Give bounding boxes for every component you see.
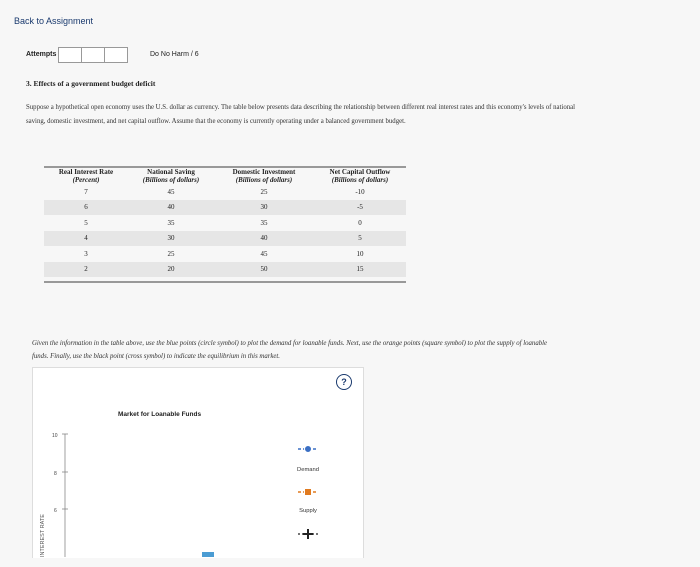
attempt-box (58, 47, 82, 63)
graph-title: Market for Loanable Funds (118, 411, 202, 418)
table-cell: 5 (314, 231, 406, 247)
y-tick-label: 8 (54, 471, 57, 477)
attempt-box (81, 47, 105, 63)
table-cell: 4 (44, 231, 128, 247)
table-cell: 25 (260, 187, 268, 196)
demand-tool-icon[interactable] (296, 442, 320, 456)
attempt-box (104, 47, 128, 63)
table-cell: 6 (44, 200, 128, 216)
table-cell: 5 (84, 218, 88, 227)
table-cell: 30 (128, 231, 214, 247)
attempts-label: Attempts (26, 51, 57, 58)
table-row (44, 231, 406, 247)
table-cell: 15 (314, 262, 406, 278)
y-axis-label: INTEREST RATE (40, 514, 46, 557)
attempt-boxes (58, 47, 127, 63)
table-row (44, 215, 406, 231)
question-intro: Suppose a hypothetical open economy uses the U.S. dollar as currency. The table below presents data describing the relationship between different real interest rates and this economy's levels of national saving, domestic investment, and net capital outflow. Assume that the economy is currently operating under a balanced government budget. (26, 104, 576, 125)
back-to-assignment-link[interactable]: Back to Assignment (14, 16, 94, 26)
y-tick-label: 10 (52, 433, 58, 439)
table-row (44, 200, 406, 216)
table-row (44, 246, 406, 262)
table-cell: 3 (84, 249, 88, 258)
table-cell: 35 (260, 218, 268, 227)
table-cell: 40 (128, 200, 214, 216)
table-cell: 35 (167, 218, 175, 227)
header-domestic-investment: Domestic Investment (Billions of dollars) (232, 168, 296, 184)
question-title: 3. Effects of a government budget deficit (26, 79, 156, 88)
table-cell: 30 (214, 200, 314, 216)
table-cell: 20 (128, 262, 214, 278)
table-bottom-rule (44, 281, 406, 283)
header-real-interest-rate: Real Interest Rate (Percent) (58, 168, 114, 184)
help-icon[interactable]: ? (336, 374, 352, 390)
table-cell: 45 (167, 187, 175, 196)
table-cell: -5 (314, 200, 406, 216)
data-table (44, 166, 406, 283)
equilibrium-tool-icon[interactable] (296, 526, 320, 542)
table-cell: 7 (84, 187, 88, 196)
header-net-capital-outflow: Net Capital Outflow (Billions of dollars) (329, 168, 391, 184)
table-cell: 0 (358, 218, 362, 227)
table-cell: 2 (44, 262, 128, 278)
graph-partial-marker (202, 552, 214, 557)
legend-demand-label: Demand (297, 467, 319, 473)
attempts-status: Do No Harm / 6 (150, 51, 199, 58)
table-row (44, 184, 406, 200)
supply-tool-icon[interactable] (296, 485, 320, 499)
legend-supply-label: Supply (299, 508, 317, 514)
table-row (44, 262, 406, 278)
table-cell: 40 (214, 231, 314, 247)
y-tick-label: 6 (54, 508, 57, 514)
table-cell: 45 (260, 249, 268, 258)
table-cell: -10 (355, 187, 365, 196)
header-national-saving: National Saving (Billions of dollars) (142, 168, 200, 184)
graph-directions: Given the information in the table above, use the blue points (circle symbol) to plot the demand for loanable funds. Next, use the orange points (square symbol) to plot the supply of loanable funds. Finally, use the black point (cross symbol) to indicate the equilibrium in this market. (32, 340, 548, 360)
table-cell: 10 (356, 249, 364, 258)
table-cell: 25 (167, 249, 175, 258)
table-cell: 50 (214, 262, 314, 278)
